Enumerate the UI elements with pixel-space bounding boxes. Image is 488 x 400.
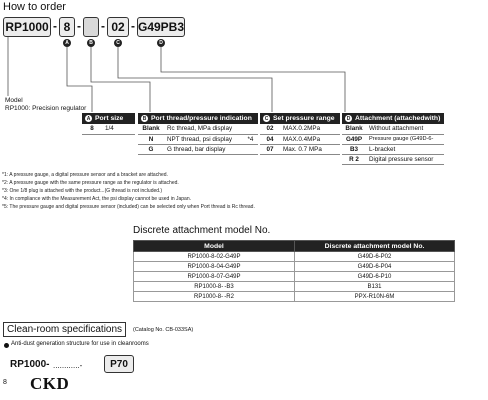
column-header: Model bbox=[134, 241, 295, 252]
attachment-code: R 2 bbox=[342, 154, 366, 164]
port-size-code: 8 bbox=[82, 124, 102, 134]
port-thread-note bbox=[244, 144, 258, 154]
code-prefix-box: RP1000 bbox=[3, 17, 51, 37]
port-thread-value: G thread, bar display bbox=[164, 144, 244, 154]
marker-d-icon: D bbox=[346, 115, 351, 122]
discrete-part: G49D-6-P02 bbox=[295, 252, 455, 262]
footnote: *1: A pressure gauge, a digital pressure sensor and a bracket are attached. bbox=[2, 172, 168, 178]
attachment-value: Pressure gauge (G49D-6- bbox=[366, 134, 444, 144]
set-pressure-value: MAX.0.2MPa bbox=[280, 124, 340, 134]
page-number: 8 bbox=[3, 379, 7, 386]
marker-b-icon: B bbox=[142, 115, 147, 122]
port-thread-value: NPT thread, psi display bbox=[164, 134, 244, 144]
table-row bbox=[260, 144, 340, 154]
table-row bbox=[260, 124, 340, 134]
table-row bbox=[342, 124, 444, 134]
attachment-table bbox=[342, 113, 444, 165]
table-row bbox=[134, 292, 455, 302]
discrete-table bbox=[133, 240, 455, 302]
discrete-part: G49D-6-P10 bbox=[295, 272, 455, 282]
column-header: Discrete attachment model No. bbox=[295, 241, 455, 252]
discrete-part: PPX-R10N-6M bbox=[295, 292, 455, 302]
discrete-model: RP1000-8- -R2 bbox=[134, 292, 295, 302]
set-pressure-code: 07 bbox=[260, 144, 280, 154]
set-pressure-value: Max. 0.7 MPa bbox=[280, 144, 340, 154]
footnote: *4: In compliance with the Measurement Act, the psi display cannot be used in Japan. bbox=[2, 196, 191, 202]
port-thread-value: Rc thread, MPa display bbox=[164, 124, 244, 134]
brand-logo: CKD bbox=[30, 374, 70, 393]
code-dash: - bbox=[53, 19, 57, 33]
attachment-header bbox=[342, 113, 444, 124]
clean-room-code-dots: ............- bbox=[53, 361, 83, 370]
page-heading: How to order bbox=[3, 1, 66, 13]
discrete-model: RP1000-8-02-G49P bbox=[134, 252, 295, 262]
table-header-row bbox=[134, 241, 455, 252]
model-description: RP1000: Precision regulator bbox=[5, 105, 87, 112]
marker-c-icon: C bbox=[114, 39, 122, 47]
set-pressure-table bbox=[260, 113, 340, 155]
table-row bbox=[134, 262, 455, 272]
footnote: *5: The pressure gauge and digital pressure sensor (included) can be selected only when Port thread is Rc thread. bbox=[2, 204, 255, 210]
attachment-value: L-bracket bbox=[366, 144, 444, 154]
port-thread-note bbox=[244, 124, 258, 134]
port-thread-code: G bbox=[138, 144, 164, 154]
port-size-rows bbox=[82, 124, 135, 135]
attachment-value: Digital pressure sensor bbox=[366, 154, 444, 164]
leader-lines bbox=[0, 0, 488, 120]
clean-room-code-box: P70 bbox=[104, 355, 134, 373]
port-thread-header bbox=[138, 113, 258, 124]
table-row bbox=[260, 134, 340, 144]
table-row bbox=[134, 252, 455, 262]
port-thread-header-label: Port thread/pressure indication bbox=[151, 115, 252, 122]
port-size-table bbox=[82, 113, 135, 135]
code-part-c-box: 02 bbox=[107, 17, 129, 37]
discrete-part: B131 bbox=[295, 282, 455, 292]
discrete-model: RP1000-8-04-G49P bbox=[134, 262, 295, 272]
port-thread-rows bbox=[138, 124, 258, 155]
set-pressure-header-label: Set pressure range bbox=[273, 115, 335, 122]
bullet-icon bbox=[4, 343, 9, 348]
table-row bbox=[342, 134, 444, 144]
table-row bbox=[138, 144, 258, 154]
port-size-header-label: Port size bbox=[95, 115, 124, 122]
port-thread-note: *4 bbox=[244, 134, 258, 144]
table-row bbox=[138, 134, 258, 144]
clean-room-code-prefix: RP1000- bbox=[10, 359, 50, 370]
attachment-rows bbox=[342, 124, 444, 165]
attachment-header-label: Attachment (attachedwith) bbox=[355, 115, 441, 122]
code-dash: - bbox=[131, 19, 135, 33]
set-pressure-rows bbox=[260, 124, 340, 155]
set-pressure-code: 02 bbox=[260, 124, 280, 134]
footnote: *3: One 1/8 plug is attached with the product...(G thread is not included.) bbox=[2, 188, 163, 194]
discrete-title: Discrete attachment model No. bbox=[133, 225, 271, 236]
model-label: Model bbox=[5, 97, 23, 104]
table-row bbox=[342, 154, 444, 164]
set-pressure-code: 04 bbox=[260, 134, 280, 144]
clean-room-catalog: (Catalog No. CB-033SA) bbox=[133, 327, 194, 333]
attachment-code: Blank bbox=[342, 124, 366, 134]
footnote: *2: A pressure gauge with the same pressure range as the regulator is attached. bbox=[2, 180, 179, 186]
table-row bbox=[82, 124, 135, 134]
clean-room-title: Clean-room specifications bbox=[3, 322, 126, 337]
port-size-value: 1/4 bbox=[102, 124, 135, 134]
marker-a-icon: A bbox=[63, 39, 71, 47]
discrete-model: RP1000-8-07-G49P bbox=[134, 272, 295, 282]
marker-b-icon: B bbox=[87, 39, 95, 47]
attachment-value: Without attachment bbox=[366, 124, 444, 134]
code-dash: - bbox=[77, 19, 81, 33]
port-size-header bbox=[82, 113, 135, 124]
port-thread-code: Blank bbox=[138, 124, 164, 134]
table-row bbox=[342, 144, 444, 154]
discrete-model: RP1000-8- -B3 bbox=[134, 282, 295, 292]
code-part-a-box: 8 bbox=[59, 17, 75, 37]
marker-c-icon: C bbox=[264, 115, 269, 122]
table-row bbox=[138, 124, 258, 134]
attachment-code: B3 bbox=[342, 144, 366, 154]
clean-room-bullet: Anti-dust generation structure for use in cleanrooms bbox=[11, 341, 149, 347]
port-thread-code: N bbox=[138, 134, 164, 144]
code-part-d-box: G49PB3 bbox=[137, 17, 185, 37]
set-pressure-value: MAX.0.4MPa bbox=[280, 134, 340, 144]
code-dash: - bbox=[101, 19, 105, 33]
marker-d-icon: D bbox=[157, 39, 165, 47]
port-thread-table bbox=[138, 113, 258, 155]
attachment-code: G49P bbox=[342, 134, 366, 144]
discrete-part: G49D-6-P04 bbox=[295, 262, 455, 272]
table-row bbox=[134, 282, 455, 292]
marker-a-icon: A bbox=[86, 115, 91, 122]
set-pressure-header bbox=[260, 113, 340, 124]
table-row bbox=[134, 272, 455, 282]
